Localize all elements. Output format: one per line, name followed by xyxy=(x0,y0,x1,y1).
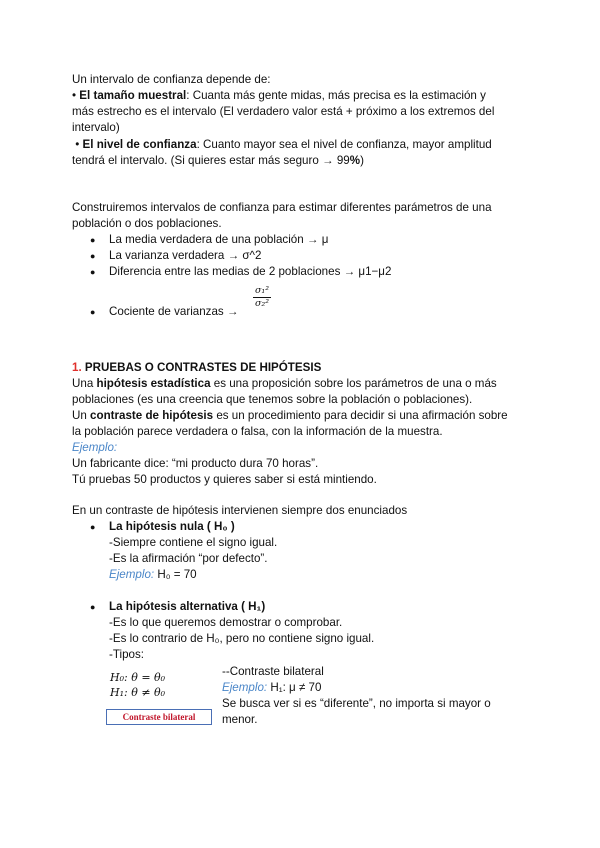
section-heading xyxy=(72,360,321,376)
sample-size-text-line3: intervalo) xyxy=(72,121,120,134)
example-value: H₀ = 70 xyxy=(154,568,197,581)
sample-size-term: El tamaño muestral xyxy=(79,89,187,102)
intro-line: Un intervalo de confianza depende de: xyxy=(72,73,271,86)
param-item-mean: La media verdadera de una población → μ xyxy=(109,233,329,246)
bullet-sample-size: • El tamaño muestral: Cuanta más gente midas, más precisa es la estimación y xyxy=(72,89,486,102)
statements-intro: En un contraste de hipótesis intervienen siempre dos enunciados xyxy=(72,504,408,517)
bilateral-title: --Contraste bilateral xyxy=(222,665,324,678)
formula-denominator: σ₂² xyxy=(254,298,270,309)
sample-size-text-line2: más estrecho es el intervalo (El verdadero valor está + próximo a los extremos del xyxy=(72,105,495,118)
text-fragment: Una xyxy=(72,377,97,390)
bullet-dot: ● xyxy=(90,602,96,612)
hypothesis-def-line2: poblaciones (es una creencia que tenemos sobre la población o poblaciones). xyxy=(72,393,473,406)
variance-ratio-formula xyxy=(253,286,271,309)
alt-hypothesis-title: La hipótesis alternativa ( H₁) xyxy=(109,600,266,613)
hypothesis-term: hipótesis estadística xyxy=(96,377,211,390)
null-hyp-example xyxy=(109,567,197,583)
text-fragment: Un xyxy=(72,409,91,422)
bullet-dot: ● xyxy=(90,522,96,532)
param-item-variance-ratio: Cociente de varianzas → xyxy=(109,305,239,318)
param-item-variance: La varianza verdadera → σ^2 xyxy=(109,249,262,262)
confidence-level-text-line2 xyxy=(72,153,364,169)
confidence-text-c: ) xyxy=(360,154,364,167)
contrast-def-line2: la población parece verdadera o falsa, con la información de la muestra. xyxy=(72,425,443,438)
example-label: Ejemplo: xyxy=(72,441,118,454)
alt-hyp-line3: -Tipos: xyxy=(109,648,145,661)
section-title: PRUEBAS O CONTRASTES DE HIPÓTESIS xyxy=(81,361,322,374)
confidence-level-term: El nivel de confianza xyxy=(82,138,197,151)
hypothesis-def xyxy=(72,376,497,392)
bilateral-desc-line1: Se busca ver si es “diferente”, no importa si mayor o xyxy=(222,697,491,710)
bullet-dot: ● xyxy=(90,307,96,317)
formula-numerator: σ₁² xyxy=(254,285,270,296)
alt-hyp-line1: -Es lo que queremos demostrar o comprobar. xyxy=(109,616,343,629)
param-item-mean-diff: Diferencia entre las medias de 2 poblaciones → μ1−μ2 xyxy=(109,265,392,278)
null-hypothesis-title: La hipótesis nula ( H₀ ) xyxy=(109,520,235,533)
null-hyp-line1: -Siempre contiene el signo igual. xyxy=(109,536,278,549)
alt-hyp-line2: -Es lo contrario de H₀, pero no contiene signo igual. xyxy=(109,632,375,645)
h1-formula: H₁: θ ≠ θ₀ xyxy=(110,686,166,699)
h0-formula: H₀: θ = θ₀ xyxy=(110,671,166,684)
bullet-confidence-level: • El nivel de confianza: Cuanto mayor sea el nivel de confianza, mayor amplitud xyxy=(72,138,492,151)
example-line2: Tú pruebas 50 productos y quieres saber si está mintiendo. xyxy=(72,473,377,486)
example-value: H₁: μ ≠ 70 xyxy=(267,681,322,694)
example-line1: Un fabricante dice: “mi producto dura 70 horas”. xyxy=(72,457,319,470)
confidence-level-text: : Cuanto mayor sea el nivel de confianza, mayor amplitud xyxy=(196,138,492,151)
bullet-dot: ● xyxy=(90,251,96,261)
percent-sign: % xyxy=(349,154,361,167)
contrast-term: contraste de hipótesis xyxy=(90,409,214,422)
params-line1: Construiremos intervalos de confianza para estimar diferentes parámetros de una xyxy=(72,201,492,214)
example-label: Ejemplo: xyxy=(222,681,268,694)
contrast-def xyxy=(72,408,508,424)
bilateral-example xyxy=(222,680,321,696)
bullet-dot: ● xyxy=(90,235,96,245)
text-fragment: es un procedimiento para decidir si una afirmación sobre xyxy=(213,409,508,422)
bullet-dot: ● xyxy=(90,267,96,277)
text-fragment: es una proposición sobre los parámetros de una o más xyxy=(210,377,497,390)
confidence-text-a: tendrá el intervalo. (Si quieres estar más seguro → 99 xyxy=(72,154,350,167)
example-label: Ejemplo: xyxy=(109,568,155,581)
sample-size-text: : Cuanta más gente midas, más precisa es la estimación y xyxy=(186,89,486,102)
bilateral-caption-box: Contraste bilateral xyxy=(106,709,212,725)
bilateral-desc-line2: menor. xyxy=(222,713,258,726)
params-line2: población o dos poblaciones. xyxy=(72,217,222,230)
section-number: 1. xyxy=(72,361,82,374)
null-hyp-line2: -Es la afirmación “por defecto”. xyxy=(109,552,268,565)
